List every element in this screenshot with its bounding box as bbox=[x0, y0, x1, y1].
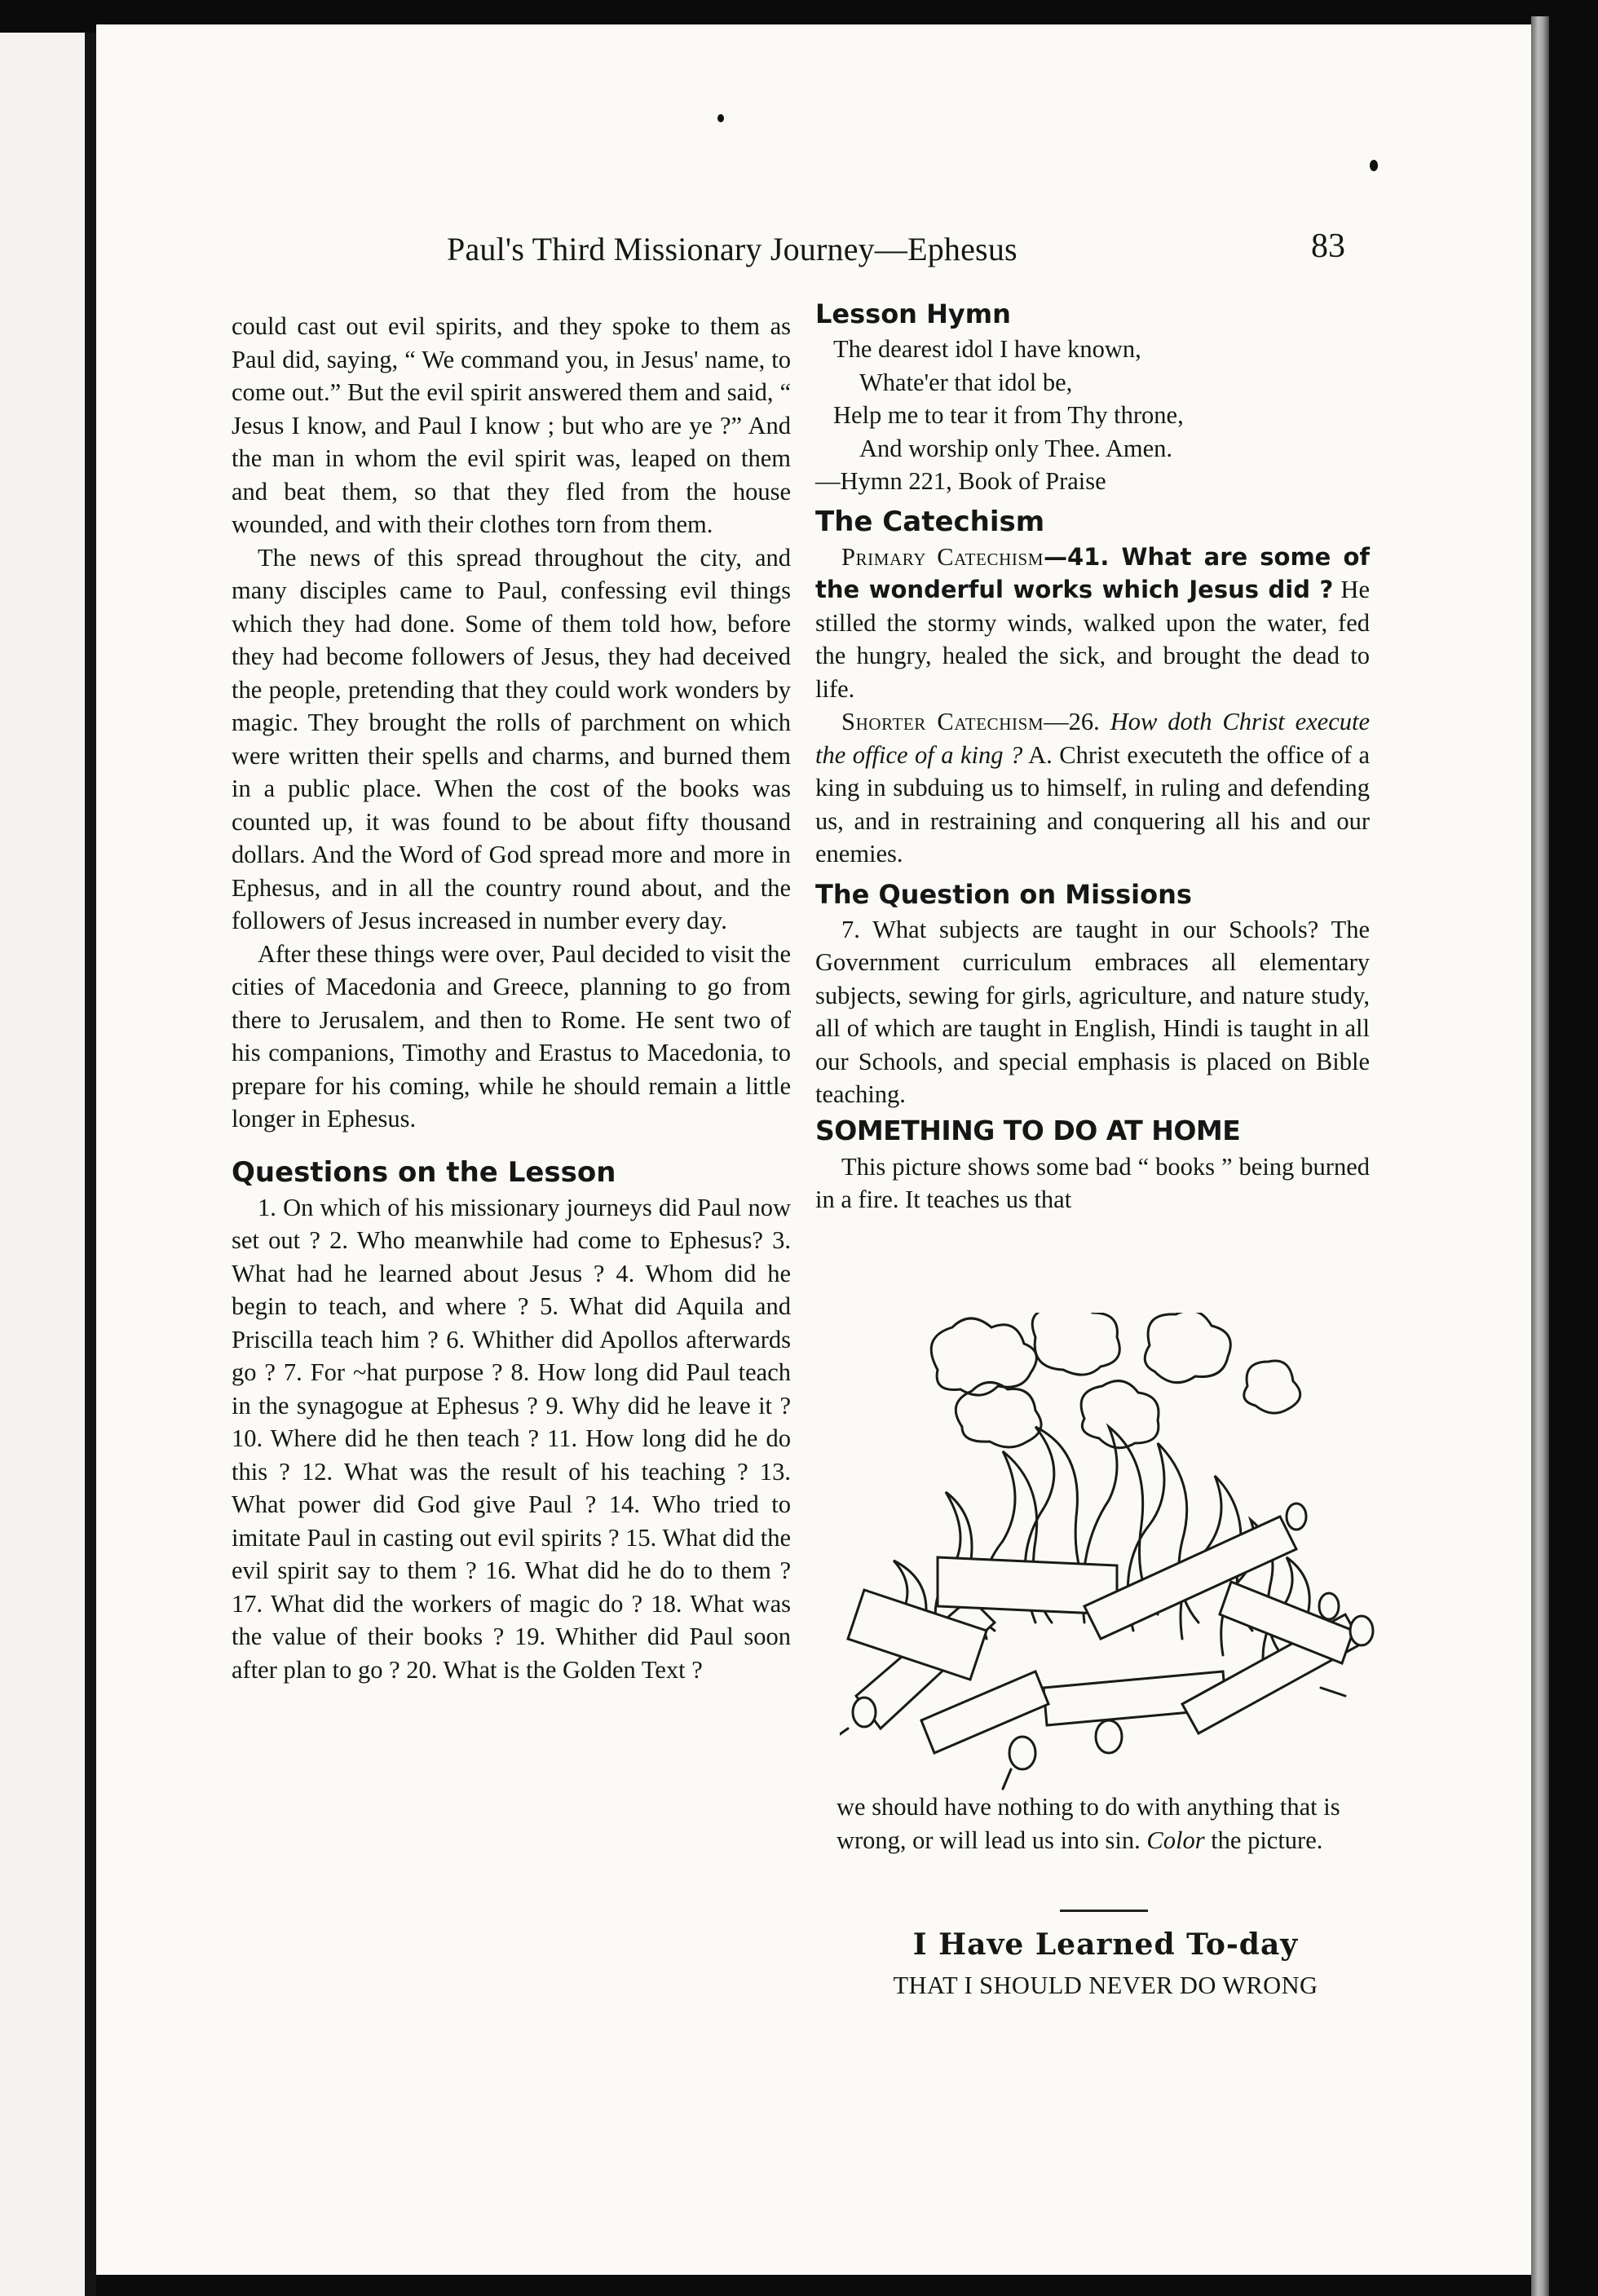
missions-text: 7. What subjects are taught in our Schools? The Government curriculum embraces all elementary subjects, sewing for girls, agriculture, and nature study, all of which are taught in English, Hindi is taught in all our Schools, and special emphasis is placed on Bible teaching. bbox=[815, 915, 1370, 1108]
roll-end bbox=[1096, 1720, 1122, 1753]
hymn-source: —Hymn 221, Book of Praise bbox=[815, 467, 1106, 495]
roll-end bbox=[853, 1698, 876, 1727]
roll-end bbox=[1009, 1737, 1035, 1769]
shorter-catechism-label: Shorter Catechism bbox=[841, 708, 1044, 735]
roll-end bbox=[1319, 1593, 1339, 1619]
print-speck bbox=[717, 114, 724, 122]
section-rule bbox=[1060, 1910, 1148, 1912]
facing-page-edge bbox=[0, 33, 85, 2296]
left-column bbox=[232, 310, 791, 1686]
story-paragraph: could cast out evil spirits, and they spoke to them as Paul did, saying, “ We command you, in Jesus' name, to come out.” But the evil spirit answered them and said, “ Jesus I know, and Paul I know ; but who are ye ?” And the man in whom the evil spirit was, leaped on them and beat them, so that they fled from the house wounded, and with their clothes torn from them. bbox=[232, 312, 791, 538]
primary-catechism bbox=[815, 541, 1370, 706]
smoke-cloud bbox=[1032, 1313, 1119, 1375]
home-intro: This picture shows some bad “ books ” being burned in a fire. It teaches us that bbox=[815, 1152, 1370, 1213]
story-paragraph: The news of this spread throughout the city, and many disciples came to Paul, confessing evil things which they had done. Some of them told how, before they had become followers of Jesus, they had deceived the people, pretending that they could work wonders by magic. They brought the rolls of parchment on which were written their spells and charms, and burned them in a public place. When the cost of the books was counted up, it was found to be about fifty thousand dollars. And the Word of God spread more and more in Ephesus, and in all the country round about, and the followers of Jesus increased in number every day. bbox=[232, 543, 791, 934]
questions-list: 1. On which of his missionary journeys did Paul now set out ? 2. Who meanwhile had come to Ephesus? 3. What had he learned about Jesus ? 4. Whom did he begin to teach, and where ? 5. What did Aquila and Priscilla teach him ? 6. Whither did Apollos afterwards go ? 7. For ~hat purpose ? 8. How long did Paul teach in the synagogue at Ephesus ? 9. Why did he leave it ? 10. Where did he then teach ? 11. How long did he do this ? 12. What was the result of his teaching ? 13. What power did God give Paul ? 14. Who tried to imitate Paul in casting out evil spirits ? 15. What did the evil spirit say to them ? 16. What did he do to them ? 17. What did the workers of magic do ? 18. What was the value of their books ? 19. Whither did Paul soon after plan to go ? 20. What is the Golden Text ? bbox=[232, 1193, 791, 1684]
hymn-line: The dearest idol I have known, bbox=[833, 335, 1141, 363]
home-closing-text bbox=[837, 1790, 1375, 1857]
questions-heading: Questions on the Lesson bbox=[232, 1155, 616, 1189]
running-head: Paul's Third Missionary Journey—Ephesus bbox=[447, 231, 1018, 267]
hymn-line: And worship only Thee. Amen. bbox=[859, 434, 1173, 462]
home-heading: SOMETHING TO DO AT HOME bbox=[815, 1114, 1241, 1146]
shorter-catechism bbox=[815, 705, 1370, 871]
burning-books-illustration bbox=[840, 1313, 1386, 1794]
smoke-cloud bbox=[1244, 1361, 1300, 1413]
catechism-heading: The Catechism bbox=[815, 505, 1045, 538]
primary-catechism-label: Primary Catechism bbox=[841, 542, 1044, 571]
hymn-line: Help me to tear it from Thy throne, bbox=[833, 401, 1184, 429]
book-gutter bbox=[85, 33, 96, 2296]
missions-heading: The Question on Missions bbox=[815, 878, 1192, 910]
smoke-cloud bbox=[956, 1382, 1041, 1447]
shorter-catechism-number: —26. bbox=[1044, 708, 1100, 735]
learned-text: THAT I SHOULD NEVER DO WRONG bbox=[893, 1971, 1318, 1999]
right-column bbox=[815, 295, 1370, 1216]
learned-heading: I Have Learned To-day bbox=[912, 1927, 1299, 1962]
home-after-italic: Color bbox=[1146, 1826, 1205, 1854]
primary-catechism-answer: He stilled the stormy winds, walked upon the water, fed the hungry, healed the sick, and brought the dead to life. bbox=[815, 576, 1370, 703]
story-paragraph: After these things were over, Paul decided to visit the cities of Macedonia and Greece, planning to go from there to Jerusalem, and then to Rome. He sent two of his companions, Timothy and Erastus to Macedonia, to prepare for his coming, while he should remain a little longer in Ephesus. bbox=[232, 939, 791, 1133]
hymn-line: Whate'er that idol be, bbox=[859, 368, 1073, 396]
page-edge-shadow bbox=[1531, 16, 1549, 2296]
roll-end bbox=[1287, 1503, 1306, 1530]
roll-end bbox=[1350, 1616, 1373, 1645]
home-after-end: the picture. bbox=[1211, 1826, 1323, 1854]
print-speck bbox=[1370, 160, 1378, 171]
page-number: 83 bbox=[1311, 227, 1345, 265]
shorter-catechism-answer: A. Christ executeth the office of a king in subduing us to himself, in ruling and defending us, and in restraining and conquering all his and our enemies. bbox=[815, 740, 1370, 868]
smoke-cloud bbox=[1145, 1313, 1230, 1383]
home-after-text: we should have nothing to do with anything that is wrong, or will lead us into sin. bbox=[837, 1793, 1340, 1854]
shorter-catechism-question: How doth Christ execute the office of a king ? bbox=[815, 708, 1370, 769]
primary-catechism-question: —41. What are some of the wonderful works which Jesus did ? bbox=[815, 542, 1370, 603]
hymn-heading: Lesson Hymn bbox=[815, 298, 1011, 329]
